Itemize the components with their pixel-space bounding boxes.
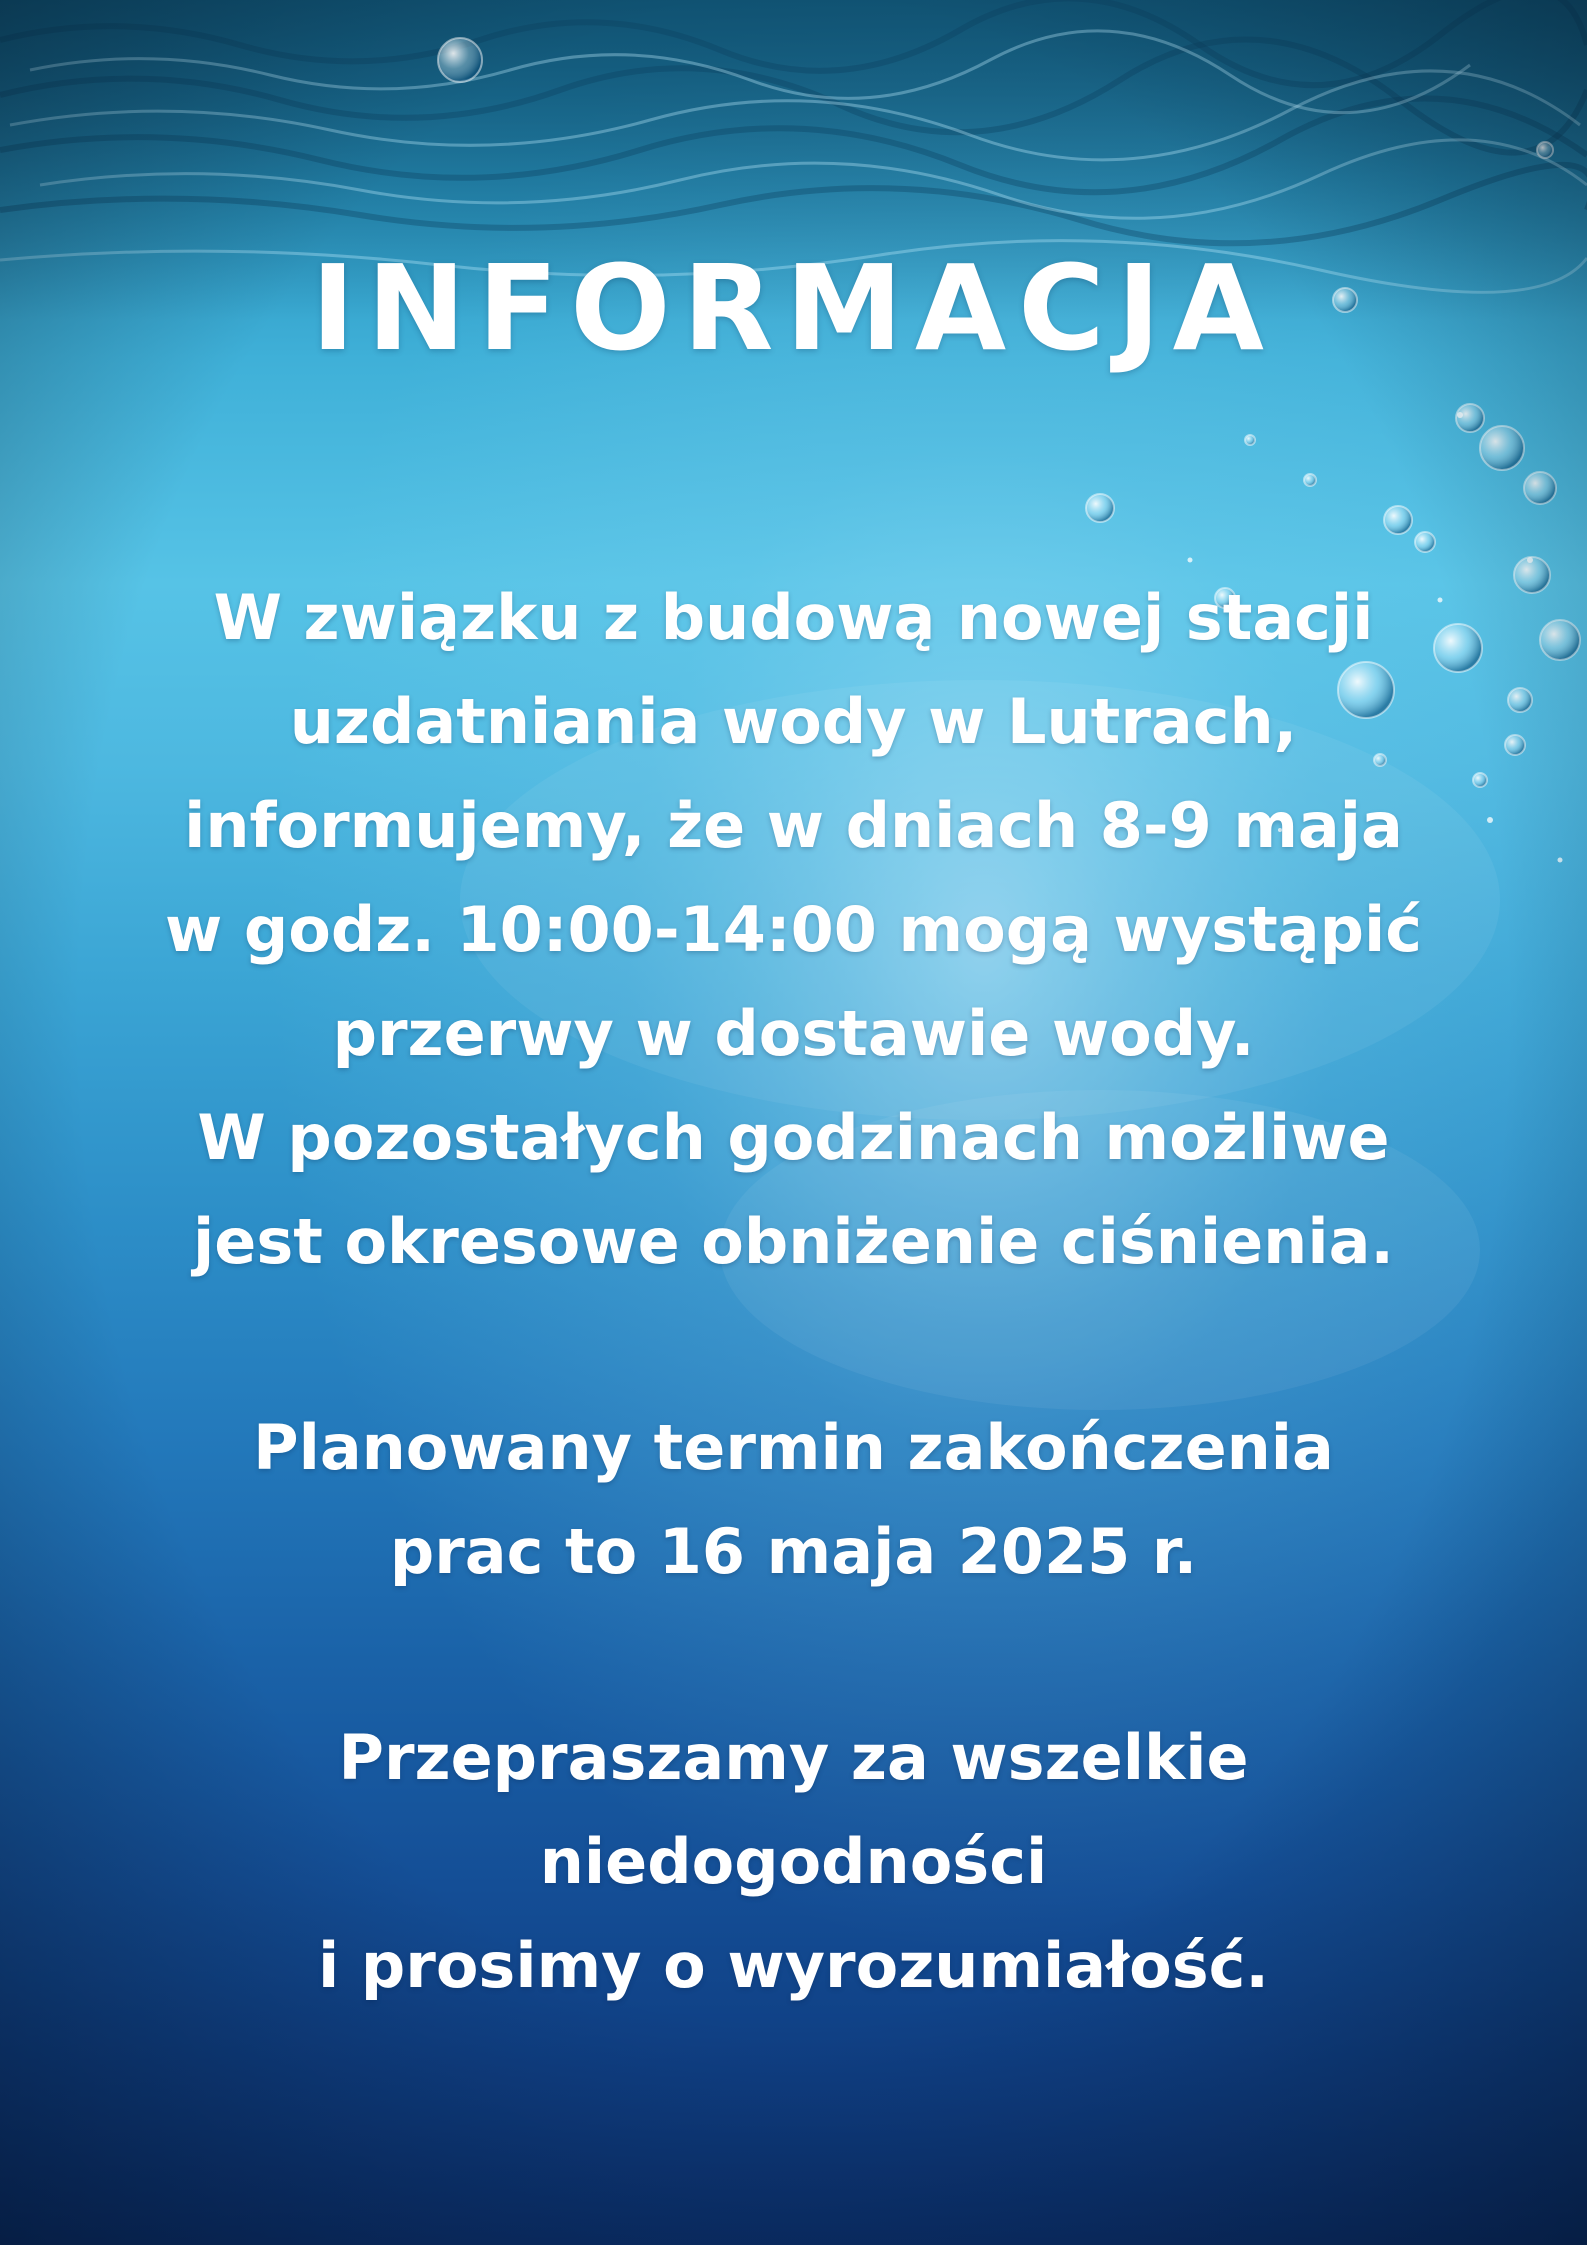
paragraph-line: Przepraszamy za wszelkie	[338, 1721, 1249, 1794]
notice-paragraph-completion-date	[0, 1396, 1587, 1604]
paragraph-line: prac to 16 maja 2025 r.	[389, 1515, 1198, 1588]
paragraph-line: informujemy, że w dniach 8-9 maja	[184, 789, 1403, 862]
paragraph-line: przerwy w dostawie wody.	[332, 997, 1255, 1070]
notice-paragraph-apology	[0, 1706, 1587, 2018]
paragraph-line: uzdatniania wody w Lutrach,	[289, 685, 1298, 758]
paragraph-line: W związku z budową nowej stacji	[213, 581, 1374, 654]
notice-title: INFORMACJA	[310, 239, 1276, 377]
notice-paragraph-disruption	[0, 566, 1587, 1294]
paragraph-line: jest okresowe obniżenie ciśnienia.	[193, 1205, 1394, 1278]
paragraph-line: w godz. 10:00-14:00 mogą wystąpić	[165, 893, 1422, 966]
paragraph-line: i prosimy o wyrozumiałość.	[318, 1929, 1269, 2002]
paragraph-line: Planowany termin zakończenia	[253, 1411, 1334, 1484]
paragraph-line: niedogodności	[539, 1825, 1048, 1898]
paragraph-line: W pozostałych godzinach możliwe	[197, 1101, 1390, 1174]
